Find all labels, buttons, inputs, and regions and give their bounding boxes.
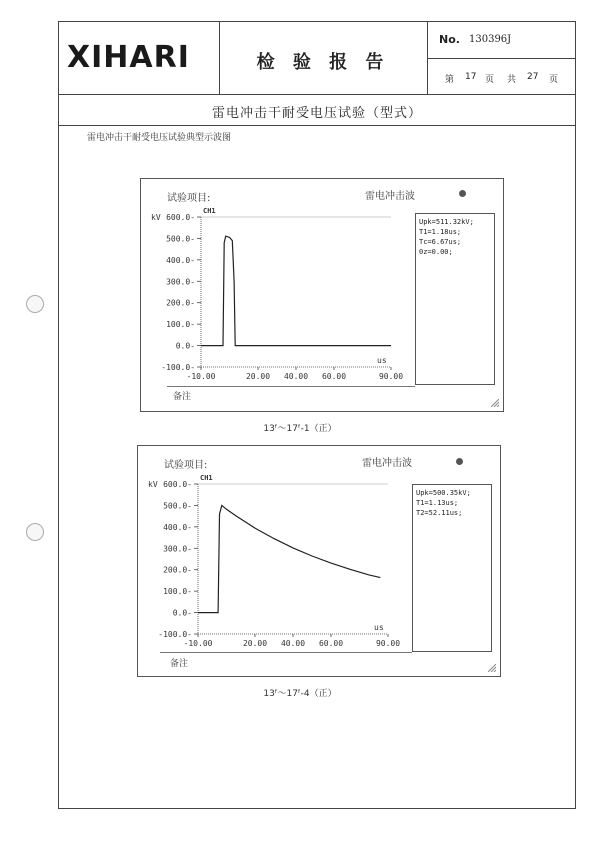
x-tick-label: 20.00 bbox=[245, 372, 271, 381]
report-number-label: No. bbox=[439, 33, 460, 46]
readout-line: Upk=500.35kV; bbox=[416, 489, 471, 497]
readout-panel-2 bbox=[412, 484, 492, 652]
binder-hole bbox=[26, 523, 44, 541]
section-title: 雷电冲击干耐受电压试验（型式） bbox=[211, 106, 422, 121]
readout-line: 0z=0.00; bbox=[419, 248, 453, 256]
readout-line: T1=1.18us; bbox=[419, 228, 462, 236]
x-tick-label: 60.00 bbox=[321, 372, 347, 381]
note-label: 备注 bbox=[173, 392, 192, 402]
oscillogram-1 bbox=[140, 178, 504, 412]
waveform-plot-2 bbox=[138, 468, 408, 654]
y-tick-label: 0.0- bbox=[172, 608, 192, 618]
x-tick-label: -10.00 bbox=[186, 372, 216, 381]
test-item-label: 试验项目: bbox=[164, 460, 208, 471]
readout-line: Upk=511.32kV; bbox=[419, 218, 474, 226]
y-tick-label: 200.0- bbox=[166, 298, 195, 308]
status-dot-icon bbox=[456, 458, 463, 465]
report-number-cell bbox=[427, 22, 575, 59]
report-number: 130396J bbox=[469, 34, 512, 45]
readout-line: T2=52.11us; bbox=[416, 509, 463, 517]
x-axis-unit: us bbox=[377, 356, 387, 365]
y-tick-label: 600.0- bbox=[166, 213, 195, 222]
note-divider bbox=[167, 386, 415, 387]
title-cell bbox=[219, 22, 428, 94]
figure-caption-1: 13ᶠ～17ᶠ-1（正） bbox=[263, 424, 337, 434]
y-tick-label: 500.0- bbox=[163, 501, 192, 511]
report-header bbox=[59, 22, 575, 95]
y-tick-label: -100.0- bbox=[158, 630, 192, 639]
logo-cell bbox=[59, 22, 220, 94]
resize-grip-icon bbox=[488, 664, 496, 672]
company-logo: XIHARI bbox=[67, 40, 190, 75]
wave-title: 雷电冲击波 bbox=[365, 191, 415, 202]
x-tick-label: 90.00 bbox=[375, 639, 401, 648]
channel-label: CH1 bbox=[203, 207, 216, 215]
x-tick-label: 40.00 bbox=[280, 639, 306, 648]
oscillogram-2 bbox=[137, 445, 501, 677]
y-tick-label: 600.0- bbox=[163, 480, 192, 489]
y-tick-label: 100.0- bbox=[163, 587, 192, 597]
y-tick-label: 400.0- bbox=[163, 522, 192, 532]
x-axis-unit: us bbox=[374, 623, 384, 632]
y-tick-label: 400.0- bbox=[166, 255, 195, 265]
y-tick-label: 200.0- bbox=[163, 565, 192, 575]
y-axis-unit: kV bbox=[151, 213, 161, 222]
report-title: 检 验 报 告 bbox=[256, 52, 390, 73]
note-divider bbox=[160, 652, 412, 653]
status-dot-icon bbox=[459, 190, 466, 197]
page-unit: 页 bbox=[485, 75, 495, 85]
x-tick-label: 40.00 bbox=[283, 372, 309, 381]
section-title-row bbox=[59, 94, 575, 126]
y-tick-label: 0.0- bbox=[175, 341, 195, 351]
wave-title: 雷电冲击波 bbox=[362, 458, 412, 469]
test-item-label: 试验项目: bbox=[167, 193, 211, 204]
resize-grip-icon bbox=[491, 399, 499, 407]
x-tick-label: -10.00 bbox=[183, 639, 213, 648]
y-axis-unit: kV bbox=[148, 480, 158, 489]
waveform-plot-1 bbox=[141, 201, 411, 387]
page-total-unit: 页 bbox=[549, 75, 559, 85]
page-prefix: 第 bbox=[445, 75, 455, 85]
x-tick-label: 20.00 bbox=[242, 639, 268, 648]
page-counter bbox=[427, 58, 575, 94]
note-label: 备注 bbox=[170, 659, 189, 669]
figure-caption-2: 13ᶠ～17ᶠ-4（正） bbox=[263, 689, 337, 699]
waveform-trace bbox=[198, 505, 380, 612]
waveform-trace bbox=[201, 236, 391, 346]
page-current: 17 bbox=[465, 72, 477, 82]
readout-line: Tc=6.67us; bbox=[419, 238, 462, 246]
y-tick-label: 300.0- bbox=[166, 277, 195, 287]
x-tick-label: 60.00 bbox=[318, 639, 344, 648]
y-tick-label: 300.0- bbox=[163, 544, 192, 554]
y-tick-label: 500.0- bbox=[166, 234, 195, 244]
figure-subtitle: 雷电冲击干耐受电压试验典型示波图 bbox=[87, 133, 232, 143]
channel-label: CH1 bbox=[200, 474, 213, 482]
page-total-prefix: 共 bbox=[507, 75, 517, 85]
x-tick-label: 90.00 bbox=[378, 372, 404, 381]
y-tick-label: -100.0- bbox=[161, 363, 195, 372]
binder-hole bbox=[26, 295, 44, 313]
page-total: 27 bbox=[527, 72, 539, 82]
readout-panel-1 bbox=[415, 213, 495, 385]
y-tick-label: 100.0- bbox=[166, 320, 195, 330]
readout-line: T1=1.13us; bbox=[416, 499, 459, 507]
